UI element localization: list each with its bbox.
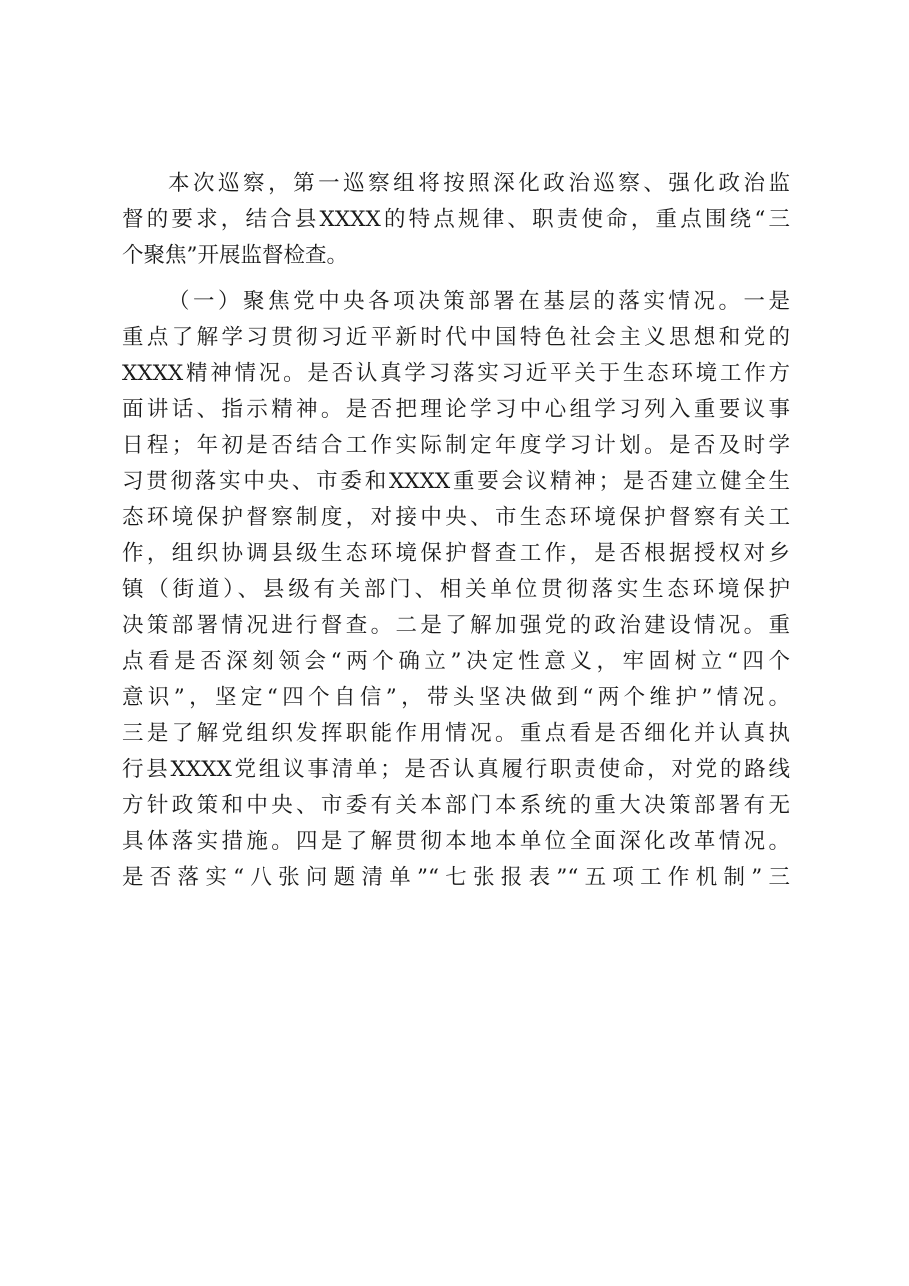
text-line: XXXX精神情况。是否认真学习落实习近平关于生态环境工作方 [122,361,790,386]
text-line: 习贯彻落实中央、市委和XXXX重要会议精神；是否建立健全生 [122,469,790,494]
text-line: 是否落实“八张问题清单”“七张报表”“五项工作机制”三 [122,865,790,890]
paragraph-focus-one [122,284,790,896]
text-line: 态环境保护督察制度，对接中央、市生态环境保护督察有关工 [122,505,790,530]
text-line: 重点了解学习贯彻习近平新时代中国特色社会主义思想和党的 [122,325,790,350]
paragraph-intro [122,166,790,274]
text-line: 镇（街道）、县级有关部门、相关单位贯彻落实生态环境保护 [122,577,790,602]
text-line: 方针政策和中央、市委有关本部门本系统的重大决策部署有无 [122,793,790,818]
text-line: 三是了解党组织发挥职能作用情况。重点看是否细化并认真执 [122,721,790,746]
text-line: 督的要求，结合县XXXX的特点规律、职责使命，重点围绕“三 [122,207,790,232]
text-line: 具体落实措施。四是了解贯彻本地本单位全面深化改革情况。 [122,829,790,854]
text-line: （一）聚焦党中央各项决策部署在基层的落实情况。一是 [168,289,790,314]
text-line: 个聚焦”开展监督检查。 [122,243,348,268]
text-line: 意识”，坚定“四个自信”，带头坚决做到“两个维护”情况。 [122,685,790,710]
text-line: 点看是否深刻领会“两个确立”决定性意义，牢固树立“四个 [122,649,790,674]
text-line: 面讲话、指示精神。是否把理论学习中心组学习列入重要议事 [122,397,790,422]
text-line: 作，组织协调县级生态环境保护督查工作，是否根据授权对乡 [122,541,790,566]
text-line: 日程；年初是否结合工作实际制定年度学习计划。是否及时学 [122,433,790,458]
text-line: 本次巡察，第一巡察组将按照深化政治巡察、强化政治监 [168,171,790,196]
text-line: 行县XXXX党组议事清单；是否认真履行职责使命，对党的路线 [122,757,790,782]
paragraph-gap [122,274,790,284]
text-line: 决策部署情况进行督查。二是了解加强党的政治建设情况。重 [122,613,790,638]
document-body [122,166,790,896]
